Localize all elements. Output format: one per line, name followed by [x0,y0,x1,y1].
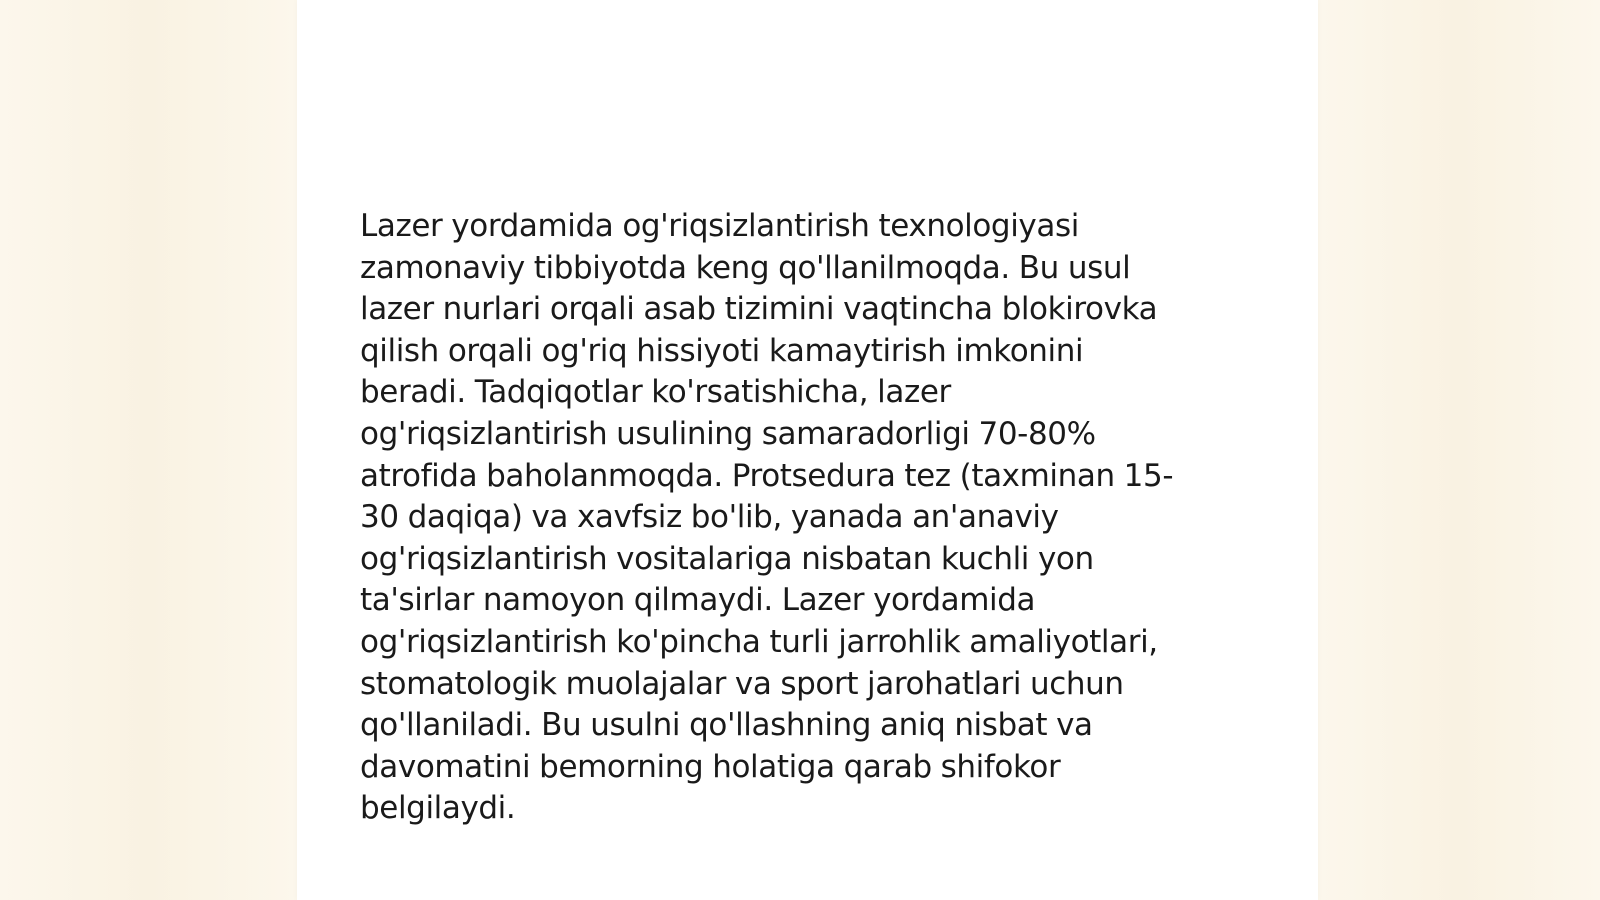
paragraph-line: og'riqsizlantirish vositalariga nisbatan kuchli yon [360,540,1094,577]
paragraph-line: og'riqsizlantirish ko'pincha turli jarrohlik amaliyotlari, [360,623,1158,660]
paragraph-line: beradi. Tadqiqotlar ko'rsatishicha, lazer [360,374,951,411]
paragraph-line: lazer nurlari orqali asab tizimini vaqtincha blokirovka [360,291,1158,328]
paragraph-line: stomatologik muolajalar va sport jarohatlari uchun [360,665,1124,702]
body-paragraph [360,206,1240,830]
paragraph-line: ta'sirlar namoyon qilmaydi. Lazer yordamida [360,582,1036,619]
background-margin-right [1318,0,1600,900]
paragraph-line: og'riqsizlantirish usulining samaradorligi 70-80% [360,415,1096,452]
paragraph-line: Lazer yordamida og'riqsizlantirish texnologiyasi [360,208,1079,244]
paragraph-line: 30 daqiqa) va xavfsiz bo'lib, yanada an'anaviy [360,499,1059,536]
paragraph-line: zamonaviy tibbiyotda keng qo'llanilmoqda. Bu usul [360,249,1131,286]
paragraph-line: belgilaydi. [360,790,516,827]
paragraph-line: atrofida baholanmoqda. Protsedura tez (taxminan 15- [360,457,1174,494]
paragraph-line: qo'llaniladi. Bu usulni qo'llashning aniq nisbat va [360,707,1093,744]
background-margin-left [0,0,297,900]
paragraph-line: qilish orqali og'riq hissiyoti kamaytirish imkonini [360,332,1084,369]
document-page [297,0,1318,900]
paragraph-line: davomatini bemorning holatiga qarab shifokor [360,748,1061,785]
